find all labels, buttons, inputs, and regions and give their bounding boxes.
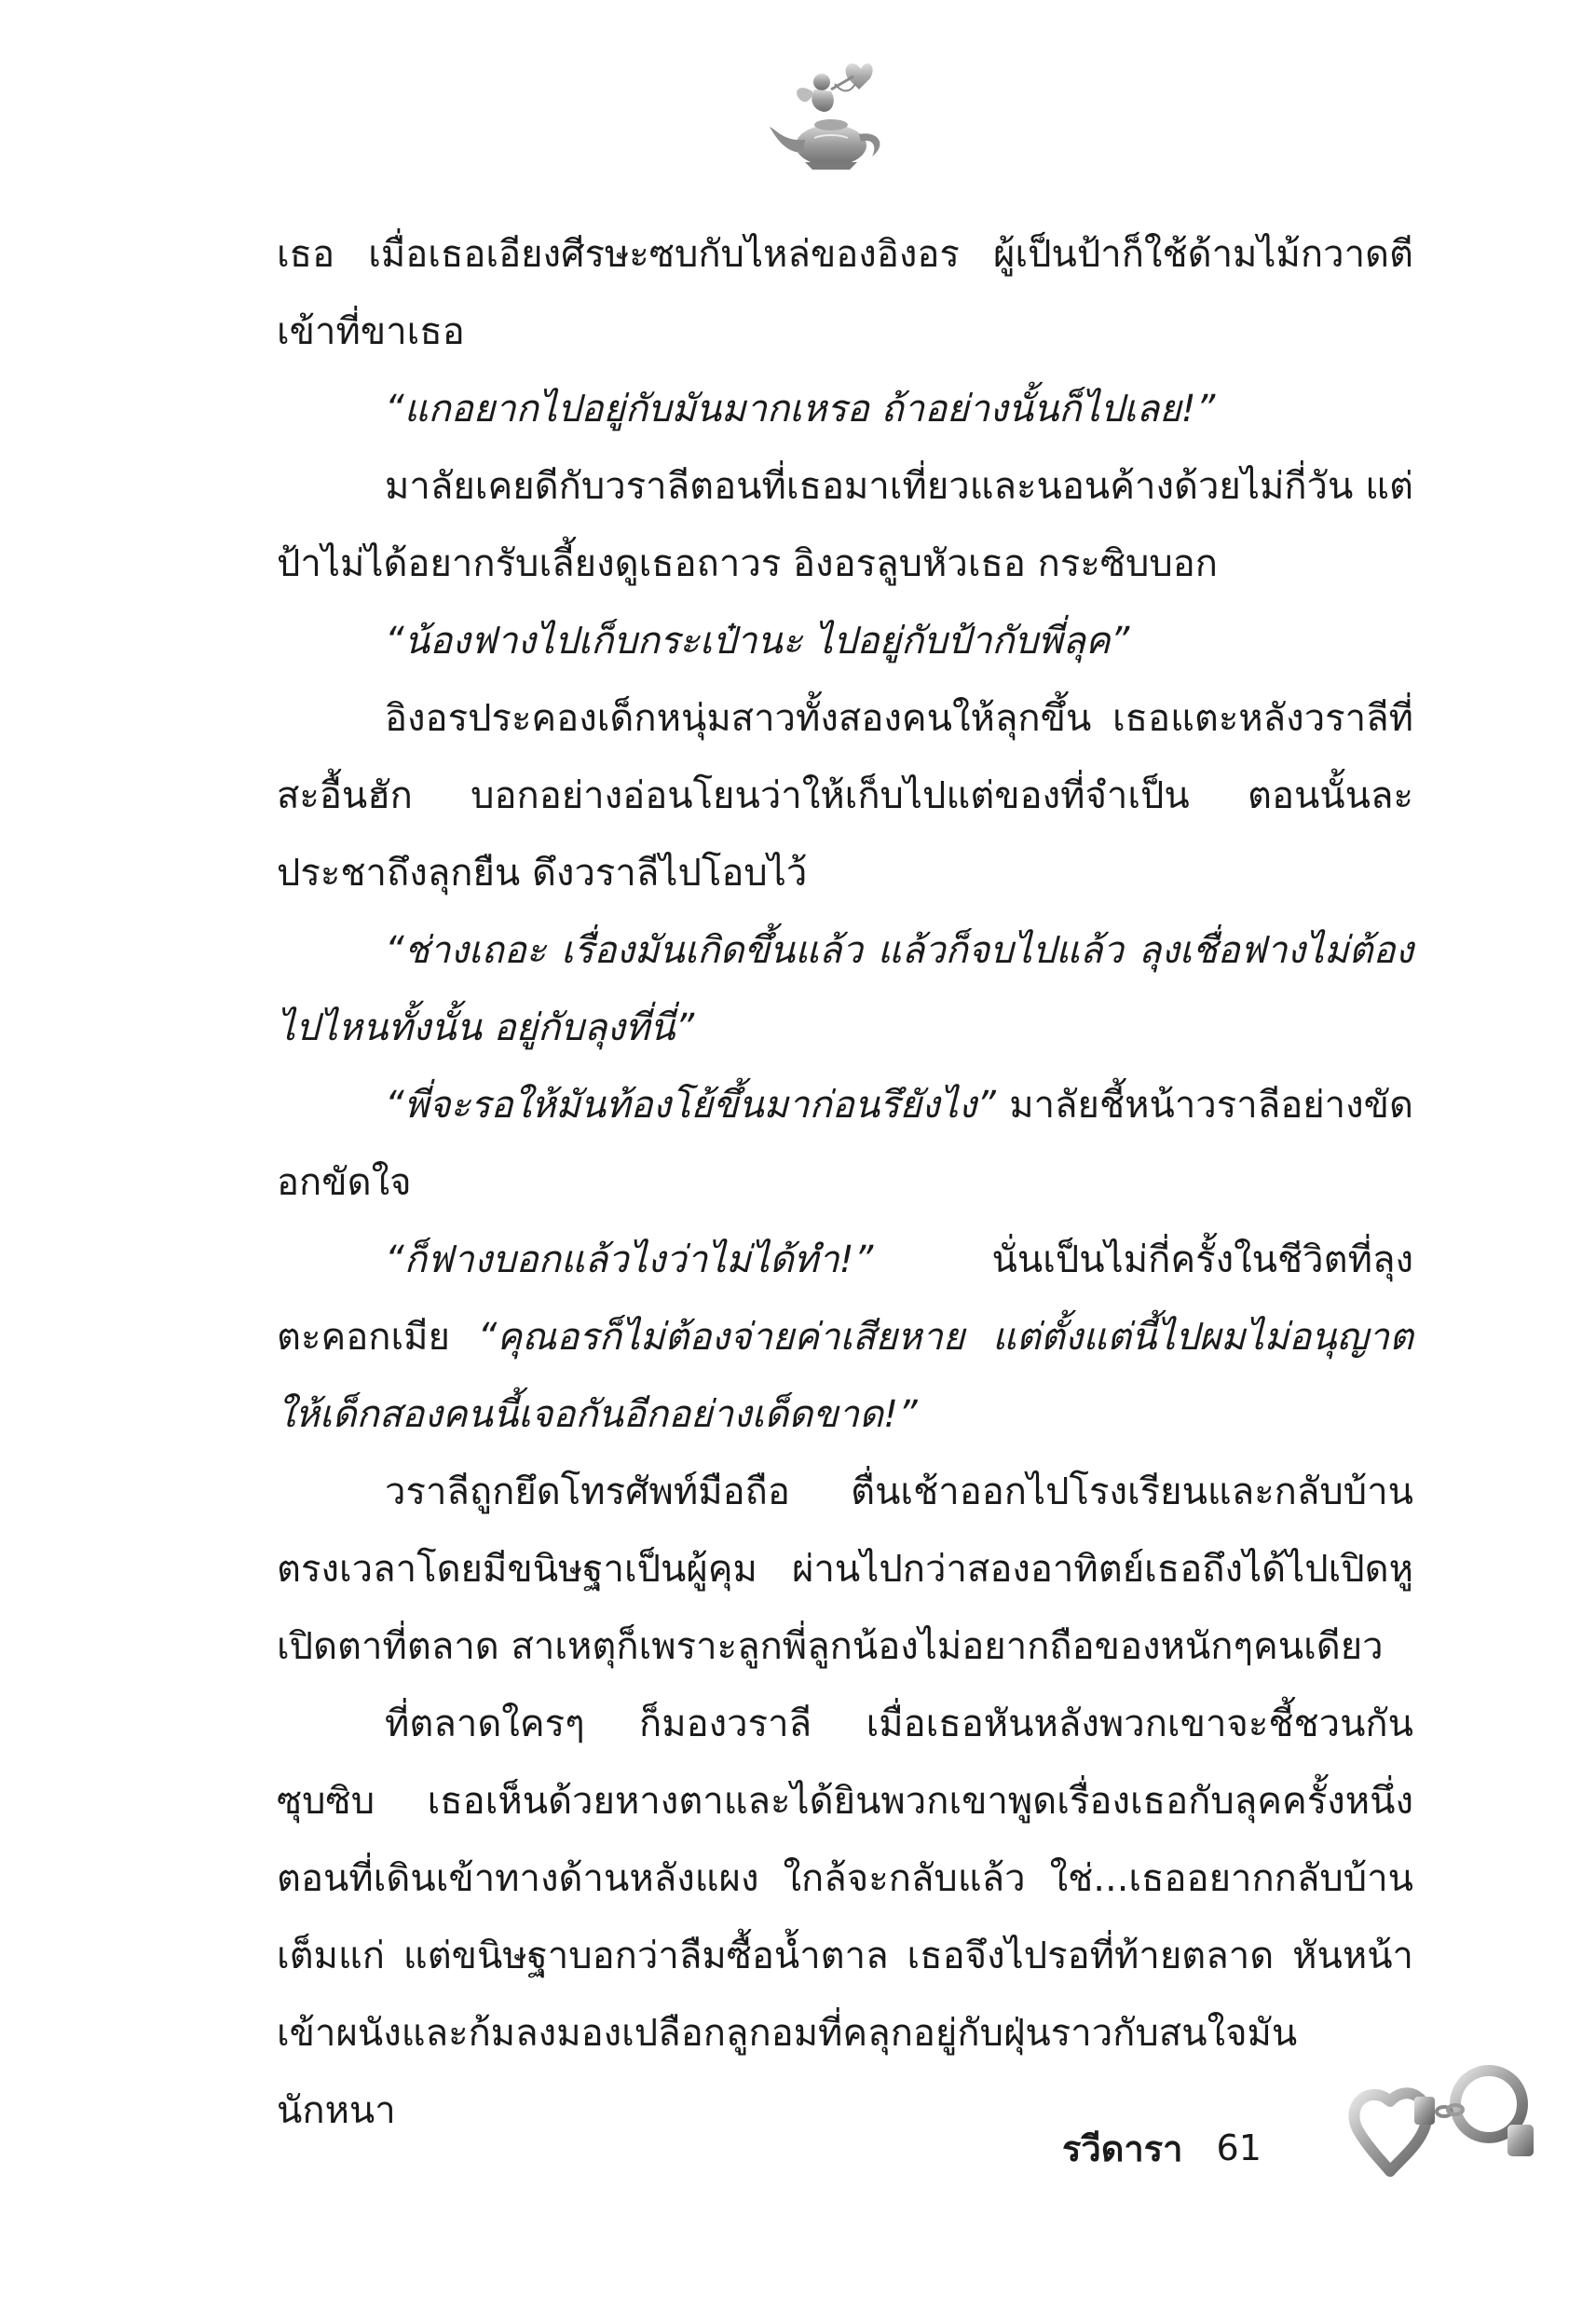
dialogue-line: “แกอยากไปอยู่กับมันมากเหรอ ถ้าอย่างนั้นก็ไปเลย!” [385,388,1216,431]
body-text [277,216,1413,2150]
narration-text: มาลัยชี้หน้าวราลีอย่างขัดอกขัดใจ [277,1084,1413,1204]
paragraph: อิงอรประคองเด็กหนุ่มสาวทั้งสองคนให้ลุกขึ้น เธอแตะหลังวราลีที่สะอื้นฮัก บอกอย่างอ่อนโยนว่าให้เก็บไปแต่ของที่จำเป็น ตอนนั้นละประชาถึงลุกยืน ดึงวราลีไปโอบไว้ [277,697,1413,895]
dialogue-line: “น้องฟางไปเก็บกระเป๋านะ ไปอยู่กับป้ากับพี่ลุค” [385,620,1130,663]
heart-handcuffs-icon [1332,2031,1547,2218]
dialogue-quote: “พี่จะรอให้มันท้องโย้ขึ้นมาก่อนรึยังไง” [385,1084,996,1127]
paragraph: มาลัยเคยดีกับวราลีตอนที่เธอมาเที่ยวและนอนค้างด้วยไม่กี่วัน แต่ป้าไม่ได้อยากรับเลี้ยงดูเธอถาวร อิงอรลูบหัวเธอ กระซิบบอก [277,465,1413,585]
page-footer [1062,2115,1262,2181]
teapot-cupid-ornament-icon [757,56,906,177]
book-title: รวีดารา [1062,2127,1183,2169]
narration-text: นั่นเป็นไม่กี่ครั้งในชีวิตที่ลุงตะคอกเมีย [277,1238,1413,1359]
dialogue-quote: “ก็ฟางบอกแล้วไงว่าไม่ได้ทำ!” [385,1238,874,1281]
paragraph: วราลีถูกยึดโทรศัพท์มือถือ ตื่นเช้าออกไปโรงเรียนและกลับบ้านตรงเวลาโดยมีขนิษฐาเป็นผู้คุม ผ่านไปกว่าสองอาทิตย์เธอถึงได้ไปเปิดหูเปิดตาที่ตลาด สาเหตุก็เพราะลูกพี่ลูกน้องไม่อยากถือของหนักๆคนเดียว [277,1470,1413,1668]
paragraph [277,1222,1413,1454]
paragraph [277,1067,1413,1222]
paragraph: ที่ตลาดใครๆ ก็มองวราลี เมื่อเธอหันหลังพวกเขาจะชี้ชวนกันซุบซิบ เธอเห็นด้วยหางตาและได้ยินพวกเขาพูดเรื่องเธอกับลุคครั้งหนึ่งตอนที่เดินเข้าทางด้านหลังแผง ใกล้จะกลับแล้ว ใช่...เธออยากกลับบ้านเต็มแก่ แต่ขนิษฐาบอกว่าลืมซื้อน้ำตาล เธอจึงไปรอที่ท้ายตลาด หันหน้าเข้าผนังและก้มลงมองเปลือกลูกอมที่คลุกอยู่กับฝุ่นราวกับสนใจมันนักหนา [277,1702,1413,2132]
dialogue-line: “ช่างเถอะ เรื่องมันเกิดขึ้นแล้ว แล้วก็จบไปแล้ว ลุงเชื่อฟางไม่ต้องไปไหนทั้งนั้น อยู่กับลุงที่นี่” [277,929,1413,1049]
page-number: 61 [1216,2127,1262,2168]
dialogue-quote: “คุณอรก็ไม่ต้องจ่ายค่าเสียหาย แต่ตั้งแต่นี้ไปผมไม่อนุญาตให้เด็กสองคนนี้เจอกันอีกอย่างเด็ดขาด!” [277,1316,1413,1436]
paragraph: เธอ เมื่อเธอเอียงศีรษะซบกับไหล่ของอิงอร ผู้เป็นป้าก็ใช้ด้ามไม้กวาดตีเข้าที่ขาเธอ [277,233,1413,353]
